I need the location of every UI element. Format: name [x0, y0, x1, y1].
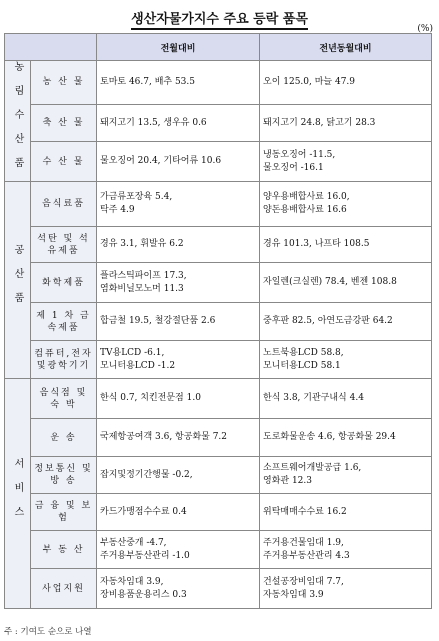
- category-cell: 정보통신 및 방 송: [31, 457, 97, 494]
- table-row: [5, 341, 432, 379]
- value-line: 합금철 19.5, 철강절단품 2.6: [100, 316, 216, 326]
- value-line: 자일렌(크실렌) 78.4, 벤젠 108.8: [263, 277, 397, 287]
- table-row: [5, 104, 432, 142]
- yoy-cell: [260, 61, 432, 105]
- value-line: 도로화물운송 4.6, 항공화물 29.4: [263, 432, 396, 442]
- value-line: 오이 125.0, 마늘 47.9: [263, 76, 356, 87]
- table-header-row: [5, 34, 432, 61]
- category-cell: 화학제품: [31, 263, 97, 303]
- mom-cell: [97, 569, 260, 609]
- table-row: [5, 569, 432, 609]
- mom-cell: [97, 457, 260, 494]
- group-label: 농림수산품: [5, 61, 31, 182]
- mom-cell: [97, 419, 260, 457]
- value-line: 한식 0.7, 치킨전문점 1.0: [100, 393, 201, 403]
- table-row: [5, 494, 432, 531]
- value-line: 모니터용LCD -1.2: [100, 360, 176, 371]
- yoy-cell: [260, 341, 432, 379]
- category-cell: 운 송: [31, 419, 97, 457]
- value-line: 염화비닐모노머 11.3: [100, 283, 184, 294]
- category-cell: 수 산 물: [31, 142, 97, 182]
- yoy-cell: [260, 104, 432, 142]
- unit-label: (%): [417, 24, 433, 34]
- category-cell: 금 융 및 보 험: [31, 494, 97, 531]
- value-line: 플라스틱파이프 17.3,: [100, 270, 187, 281]
- header-yoy: 전년동월대비: [260, 34, 432, 61]
- category-cell: 부 동 산: [31, 531, 97, 569]
- table-row: [5, 263, 432, 303]
- value-line: 모니터용LCD 58.1: [263, 360, 341, 371]
- value-line: 탁주 4.9: [100, 205, 135, 215]
- value-line: 주거용건물임대 1.9,: [263, 537, 344, 548]
- value-line: 자동차임대 3.9: [263, 589, 324, 600]
- value-line: 양우용배합사료 16.0,: [263, 192, 350, 202]
- value-line: 주거용부동산관리 -1.0: [100, 550, 190, 561]
- yoy-cell: [260, 227, 432, 263]
- value-line: 물오징어 20.4, 기타어류 10.6: [100, 156, 222, 167]
- value-line: TV용LCD -6.1,: [100, 347, 165, 358]
- value-line: 국제항공여객 3.6, 항공화물 7.2: [100, 432, 228, 442]
- value-line: 위탁매매수수료 16.2: [263, 506, 347, 517]
- value-line: 냉동오징어 -11.5,: [263, 149, 336, 160]
- value-line: 소프트웨어개발공급 1.6,: [263, 463, 362, 473]
- yoy-cell: [260, 531, 432, 569]
- value-line: 양돈용배합사료 16.6: [263, 205, 347, 215]
- report-title: 생산자물가지수 주요 등락 품목: [0, 8, 439, 27]
- category-cell: 음식점 및 숙 박: [31, 379, 97, 419]
- header-blank: [5, 34, 97, 61]
- value-line: 건설공장비임대 7.7,: [263, 576, 344, 587]
- yoy-cell: [260, 457, 432, 494]
- value-line: 가금류포장육 5.4,: [100, 192, 173, 202]
- mom-cell: [97, 263, 260, 303]
- table-body: [5, 61, 432, 609]
- mom-cell: [97, 104, 260, 142]
- value-line: 주거용부동산관리 4.3: [263, 550, 350, 561]
- table-row: [5, 379, 432, 419]
- table-row: [5, 419, 432, 457]
- mom-cell: [97, 303, 260, 341]
- category-cell: 축 산 물: [31, 104, 97, 142]
- header-mom: 전월대비: [97, 34, 260, 61]
- category-cell: 음식료품: [31, 182, 97, 227]
- value-line: 카드가맹점수수료 0.4: [100, 506, 187, 517]
- mom-cell: [97, 227, 260, 263]
- table-row: [5, 303, 432, 341]
- mom-cell: [97, 531, 260, 569]
- category-cell: 사업지원: [31, 569, 97, 609]
- value-line: 자동차임대 3.9,: [100, 576, 164, 587]
- value-line: 영화관 12.3: [263, 476, 312, 486]
- table-row: [5, 227, 432, 263]
- value-line: 돼지고기 24.8, 닭고기 28.3: [263, 117, 376, 128]
- group-label: 서비스: [5, 379, 31, 609]
- mom-cell: [97, 494, 260, 531]
- value-line: 노트북용LCD 58.8,: [263, 347, 344, 358]
- yoy-cell: [260, 379, 432, 419]
- category-cell: 석탄 및 석유제품: [31, 227, 97, 263]
- group-label: 공산품: [5, 182, 31, 379]
- category-cell: 농 산 물: [31, 61, 97, 105]
- mom-cell: [97, 61, 260, 105]
- value-line: 장비용품운용리스 0.3: [100, 589, 187, 600]
- table-row: [5, 182, 432, 227]
- yoy-cell: [260, 182, 432, 227]
- yoy-cell: [260, 303, 432, 341]
- value-line: 물오징어 -16.1: [263, 162, 324, 173]
- price-change-table: [4, 33, 432, 609]
- value-line: 잡지및정기간행물 -0.2,: [100, 469, 193, 480]
- value-line: 토마토 46.7, 배추 53.5: [100, 76, 195, 87]
- value-line: 경유 101.3, 나프타 108.5: [263, 239, 370, 249]
- mom-cell: [97, 341, 260, 379]
- table-row: [5, 531, 432, 569]
- category-cell: 제 1 차 금속제품: [31, 303, 97, 341]
- table-row: [5, 142, 432, 182]
- category-cell: 컴퓨터,전자및광학기기: [31, 341, 97, 379]
- value-line: 부동산중개 -4.7,: [100, 537, 167, 548]
- yoy-cell: [260, 263, 432, 303]
- mom-cell: [97, 182, 260, 227]
- value-line: 한식 3.8, 기관구내식 4.4: [263, 393, 364, 403]
- footnote: 주 : 기여도 순으로 나열: [4, 627, 92, 637]
- table-row: [5, 61, 432, 105]
- value-line: 돼지고기 13.5, 생우유 0.6: [100, 117, 207, 128]
- yoy-cell: [260, 419, 432, 457]
- yoy-cell: [260, 569, 432, 609]
- yoy-cell: [260, 494, 432, 531]
- value-line: 경유 3.1, 휘발유 6.2: [100, 239, 184, 249]
- mom-cell: [97, 379, 260, 419]
- table-row: [5, 457, 432, 494]
- mom-cell: [97, 142, 260, 182]
- value-line: 중후판 82.5, 아연도금강판 64.2: [263, 316, 393, 326]
- yoy-cell: [260, 142, 432, 182]
